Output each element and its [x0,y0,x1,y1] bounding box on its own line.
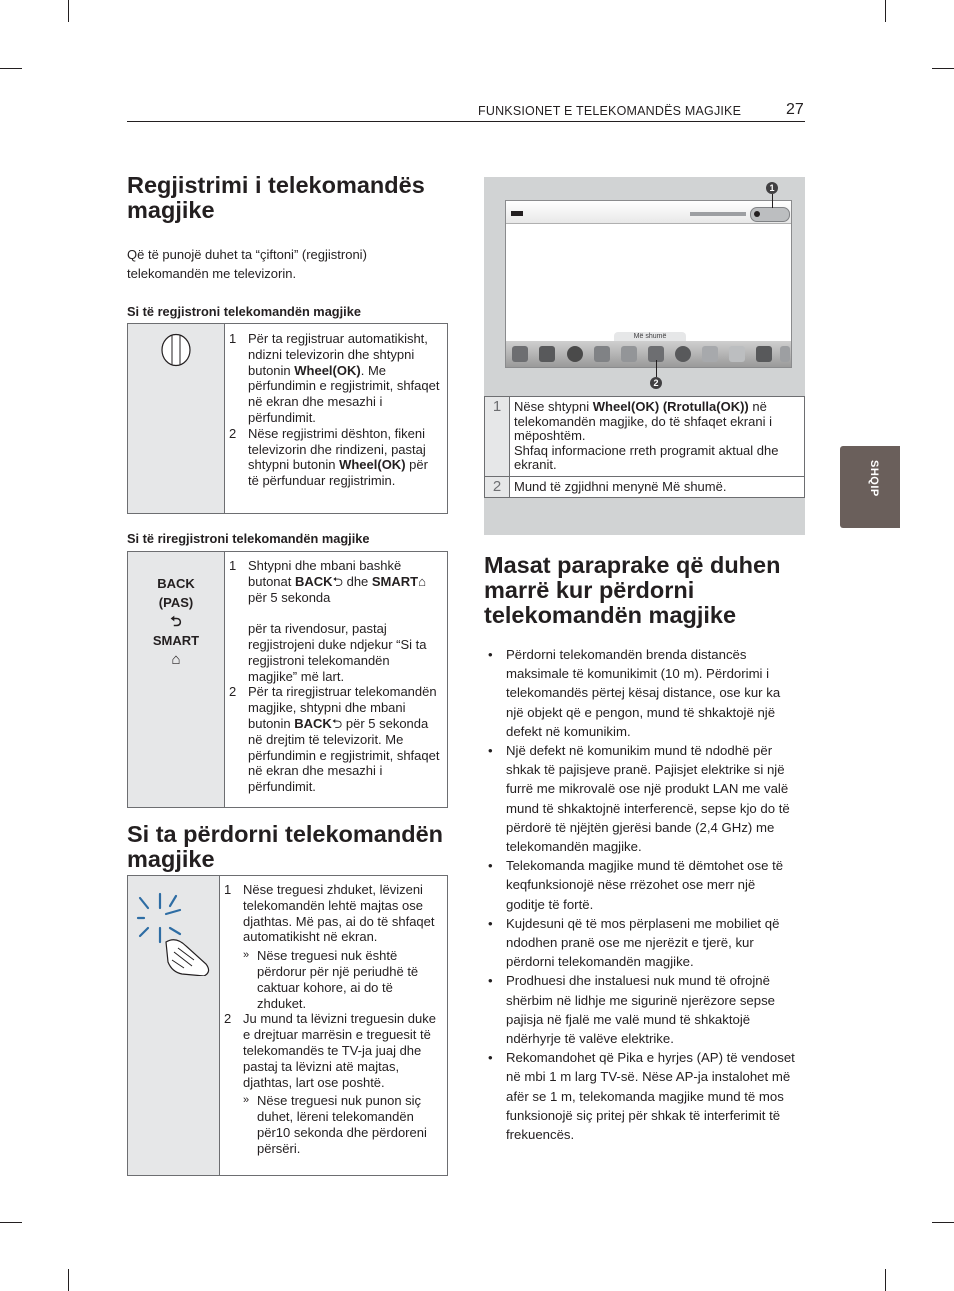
list-item [486,645,796,741]
bullet: • [488,915,493,931]
callout-1-leader [772,194,773,208]
list-item-text: Rekomandohet që Pika e hyrjes (AP) të vendoset në mbi 1 m larg TV-së. Nëse AP-ja instalohet më afër se 1 m, telekomanda magjike mund të mos funksionojë siç pritej për shkak të interferimit të frekuencës. [506,1050,795,1143]
dock-settings-icon [539,346,555,362]
list-item-text: Kujdesuni që të mos përplaseni me mobiliet që ndodhen pranë ose me njerëzit e tjerë, kur përdorni telekomandën magjike. [506,915,780,970]
step-number: 1 [224,882,232,897]
register-step-1-text: Për ta regjistruar automatikisht, ndizni televizorin dhe shtypni butonin Wheel(OK). Me përfundimin e regjistrimit, shfaqet në ekran dhe mesazhi i përfundimit. [248,331,440,425]
note-marker: » [243,949,250,962]
crop-mark [0,1222,22,1223]
dock-guide-icon [621,346,637,362]
legend-number: 2 [485,476,510,498]
info-bar [506,201,791,224]
usage-step-2-text: Ju mund ta lëvizni treguesin duke e drejtuar marrësin e treguesit të telekomandës te TV-ja juaj dhe pastaj ta lëvizni atë majtas, djathtas, lart ose poshtë. [243,1011,436,1090]
reregister-button-cell [128,552,225,807]
home-icon: ⌂ [171,651,181,668]
channel-indicator [511,211,523,216]
more-tab [614,332,686,341]
progress-indicator [690,212,746,216]
page-number: 27 [786,101,804,118]
step-number: 2 [224,1011,232,1027]
step-number: 1 [229,558,237,573]
crop-mark [885,1269,886,1291]
register-box [127,323,448,514]
dock-globe-icon [567,346,583,362]
section-title-precautions: Masat paraprake që duhen marrë kur përdorni telekomandën magjike [484,552,781,628]
header-rule [127,121,805,122]
step-number: 2 [229,684,237,700]
dock-clock-icon [675,346,691,362]
list-item [486,971,796,1048]
bullet: • [488,858,493,874]
registration-intro: Që të punojë duhet ta “çiftoni” (regjistroni) telekomandën me televizorin. [127,247,367,281]
legend-row [485,476,805,498]
crop-mark [68,0,69,22]
register-steps [229,331,441,489]
bullet: • [488,647,493,662]
list-item [486,741,796,856]
list-item [486,856,796,914]
precautions-list [486,645,796,1144]
usage-step-2-note [243,1093,444,1156]
usage-box [127,875,448,1176]
usage-step-1 [224,882,444,1011]
legend-number: 1 [485,397,510,477]
remote-front-icon [160,333,192,367]
crop-mark [932,68,954,69]
usage-step-2-note-text: Nëse treguesi nuk punon siç duhet, lëreni telekomandën për10 sekonda dhe përdoreni përsëri. [257,1093,427,1156]
list-item-text: Prodhuesi dhe instaluesi nuk mund të ofrojnë shërbim në lidhje me sigurinë njerëzore sepse pajisja në fjalë me valë mund të shkaktojë ndërhyrje të valëve elektrike. [506,973,776,1047]
list-item-text: Një defekt në komunikim mund të ndodhë për shkak të pajisjeve pranë. Pajisjet elektrike si një furrë me mikrovalë ose një produkt LAN me valë mund të shkaktojnë interferencë, sepse kjo do të përdorë të njëjtën gjerësi bande (2,4 GHz) me telekomandën magjike. [506,743,790,855]
panel-legend-table [484,396,805,498]
pointer-dot [754,211,760,217]
usage-step-2 [224,1011,444,1156]
reregister-steps [229,558,441,795]
reregister-step-2 [229,684,441,795]
legend-text: Nëse shtypni Wheel(OK) (Rrotulla(OK)) në telekomandën magjike, do të shfaqet ekrani i mëposhtëm. Shfaq informacione rreth programit aktual dhe ekranit. [510,397,805,477]
hand-remote-icon [136,890,214,976]
note-marker: » [243,1094,250,1107]
tv-screen-illustration [505,200,792,368]
usage-step-1-note-text: Nëse treguesi nuk është përdorur për një periudhë të caktuar kohore, ai do të zhduket. [257,948,419,1011]
dock-close-icon [780,346,790,362]
subheading-register: Si të regjistroni telekomandën magjike [127,304,361,319]
usage-step-1-note [243,948,444,1011]
crop-mark [68,1269,69,1291]
usage-step-1-text: Nëse treguesi zhduket, lëvizeni telekomandën lehtë majtas ose djathtas. Më pas, ai do të shfaqet automatikisht në ekran. [243,882,435,945]
list-item [486,1048,796,1144]
crop-mark [0,68,22,69]
running-header: FUNKSIONET E TELEKOMANDËS MAGJIKE [478,104,742,118]
reregister-step-2-text: Për ta riregjistruar telekomandën magjike, shtypni dhe mbani butonin BACK⮌ për 5 sekonda në drejtim të televizorit. Me përfundimin e regjistrimit, shfaqet në ekran dhe mesazhi i përfundimit. [248,684,440,795]
dock-userguide-icon [729,346,745,362]
smart-dock [506,341,791,367]
back-arrow-icon: ⮌ [170,613,182,629]
register-step-2-text: Nëse regjistrimi dështon, fikeni televizorin dhe rindizeni, pastaj shtypni butonin Wheel(OK) për të përfunduar regjistrimin. [248,425,428,489]
reregister-box [127,551,448,808]
step-number: 1 [229,331,237,346]
language-tab-label: SHQIP [868,460,880,497]
dock-input-icon [756,346,772,362]
reregister-step-1 [229,558,441,684]
crop-mark [932,1222,954,1223]
language-tab [840,446,900,528]
register-step-2 [229,426,441,489]
list-item [486,914,796,972]
list-item-text: Telekomanda magjike mund të dëmtohet ose të keqfunksionojë nëse rrëzohet ose merr një goditje të fortë. [506,858,784,912]
list-item-text: Përdorni telekomandën brenda distancës maksimale të komunikimit (10 m). Përdorimi i telekomandës përtej kësaj distance, ose kur ka një objekt që e pengon, mund të shkaktojë një defekt në komunikim. [506,647,781,739]
register-step-1 [229,331,441,426]
smart-label: SMART [152,633,200,648]
legend-text: Mund të zgjidhni menynë Më shumë. [510,476,805,498]
dock-search-icon [594,346,610,362]
dock-tv-icon [512,346,528,362]
reregister-step-1-text: Shtypni dhe mbani bashkë butonat BACK⮌ dhe SMART⌂ për 5 sekonda për ta rivendosur, pastaj regjistrojeni duke ndjekur “Si ta regjistroni telekomandën magjike” më lart. [248,558,427,684]
bullet: • [488,1050,493,1066]
more-label: Më shumë [633,333,667,340]
legend-row [485,397,805,477]
callout-2-leader [656,360,657,377]
section-title-registration: Regjistrimi i telekomandës magjike [127,172,425,223]
callout-1: 1 [766,182,778,194]
back-label: BACK [157,576,195,591]
crop-mark [885,0,886,22]
usage-icon-cell [128,876,220,1175]
step-number: 2 [229,425,237,441]
bullet: • [488,743,493,759]
subheading-reregister: Si të riregjistroni telekomandën magjike [127,531,370,546]
section-title-usage: Si ta përdorni telekomandën magjike [127,821,444,872]
register-icon-cell [128,324,225,513]
callout-2: 2 [650,377,662,389]
dock-list-icon [702,346,718,362]
pas-label: (PAS) [158,595,194,610]
bullet: • [488,973,493,989]
usage-steps [224,882,444,1157]
